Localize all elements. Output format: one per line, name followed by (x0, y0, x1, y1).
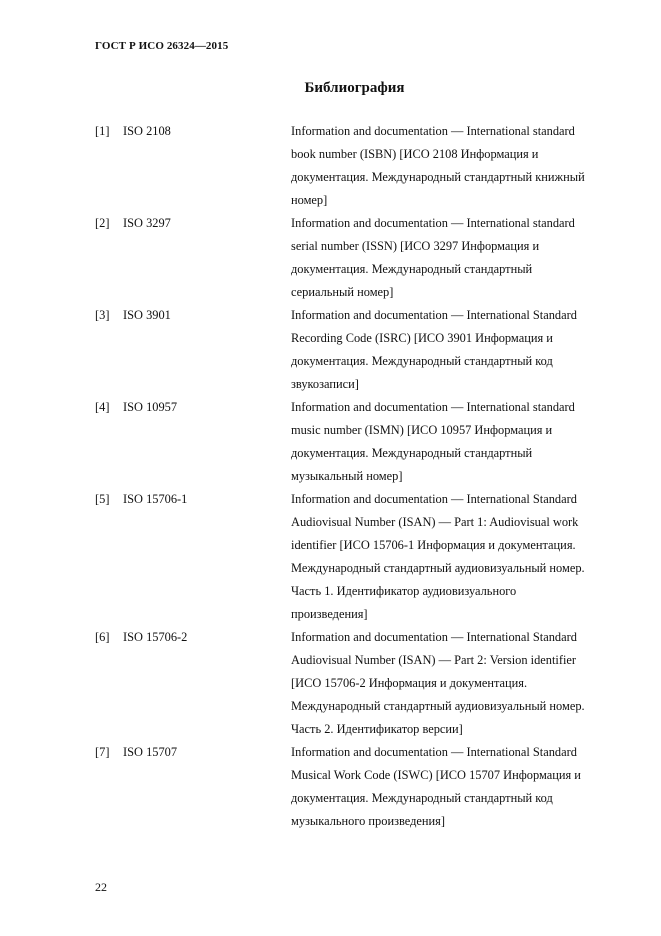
entry-description-line: музыкальный номер] (291, 469, 403, 483)
entry-number: [4] (95, 400, 110, 414)
entry-description-line: Часть 1. Идентификатор аудиовизуального (291, 584, 517, 598)
entry-description-line: звукозаписи] (291, 377, 359, 391)
bibliography-entry (95, 120, 625, 212)
document-code-header: ГОСТ Р ИСО 26324—2015 (95, 40, 229, 52)
entry-description-line: Information and documentation — International standard (291, 124, 575, 138)
bibliography-entry (95, 626, 625, 741)
entry-description-line: Международный стандартный аудиовизуальный номер. (291, 699, 585, 713)
entry-standard-code: ISO 3901 (123, 308, 171, 322)
entry-description-line: Audiovisual Number (ISAN) — Part 2: Version identifier (291, 653, 577, 667)
entry-description-line: документация. Международный стандартный код (291, 791, 553, 805)
entry-description-line: документация. Международный стандартный книжный (291, 170, 585, 184)
entry-number: [6] (95, 630, 110, 644)
entry-description-line: Часть 2. Идентификатор версии] (291, 722, 463, 736)
entry-description-line: Information and documentation — International standard (291, 216, 575, 230)
entry-description-line: Международный стандартный аудиовизуальный номер. (291, 561, 585, 575)
entry-description-line: произведения] (291, 607, 368, 621)
entry-standard-code: ISO 15706-1 (123, 492, 188, 506)
entry-description (291, 488, 621, 626)
entry-description-line: Audiovisual Number (ISAN) — Part 1: Audiovisual work (291, 515, 579, 529)
entry-description (291, 120, 621, 212)
entry-description-line: music number (ISMN) [ИСО 10957 Информация и (291, 423, 553, 437)
entry-standard-code: ISO 2108 (123, 124, 171, 138)
entry-description-line: документация. Международный стандартный (291, 446, 533, 460)
bibliography-list (95, 120, 625, 833)
entry-description-line: book number (ISBN) [ИСО 2108 Информация и (291, 147, 539, 161)
entry-description-line: [ИСО 15706-2 Информация и документация. (291, 676, 528, 690)
entry-description (291, 304, 621, 396)
entry-description-line: Information and documentation — International Standard (291, 492, 577, 506)
entry-standard-code: ISO 3297 (123, 216, 171, 230)
entry-standard-code: ISO 15707 (123, 745, 178, 759)
entry-description (291, 741, 621, 833)
entry-description-line: Recording Code (ISRC) [ИСО 3901 Информация и (291, 331, 553, 345)
entry-description-line: Information and documentation — International Standard (291, 630, 577, 644)
entry-description-line: документация. Международный стандартный (291, 262, 533, 276)
entry-standard-code: ISO 15706-2 (123, 630, 188, 644)
page-number: 22 (95, 880, 107, 894)
entry-description-line: Information and documentation — International standard (291, 400, 575, 414)
bibliography-entry (95, 212, 625, 304)
entry-description (291, 626, 621, 741)
entry-description (291, 396, 621, 488)
entry-description-line: документация. Международный стандартный код (291, 354, 553, 368)
entry-description-line: сериальный номер] (291, 285, 394, 299)
entry-description-line: Musical Work Code (ISWC) [ИСО 15707 Информация и (291, 768, 581, 782)
entry-standard-code: ISO 10957 (123, 400, 178, 414)
entry-number: [7] (95, 745, 110, 759)
page-title: Библиография (304, 80, 405, 96)
entry-number: [3] (95, 308, 110, 322)
entry-description-line: Information and documentation — International Standard (291, 745, 577, 759)
entry-number: [1] (95, 124, 110, 138)
bibliography-entry (95, 396, 625, 488)
bibliography-entry (95, 488, 625, 626)
entry-description-line: serial number (ISSN) [ИСО 3297 Информация и (291, 239, 540, 253)
bibliography-entry (95, 304, 625, 396)
entry-description-line: identifier [ИСО 15706-1 Информация и документация. (291, 538, 576, 552)
bibliography-entry (95, 741, 625, 833)
entry-description-line: музыкального произведения] (291, 814, 445, 828)
entry-description-line: Information and documentation — International Standard (291, 308, 577, 322)
entry-number: [5] (95, 492, 110, 506)
entry-description (291, 212, 621, 304)
entry-description-line: номер] (291, 193, 328, 207)
entry-number: [2] (95, 216, 110, 230)
